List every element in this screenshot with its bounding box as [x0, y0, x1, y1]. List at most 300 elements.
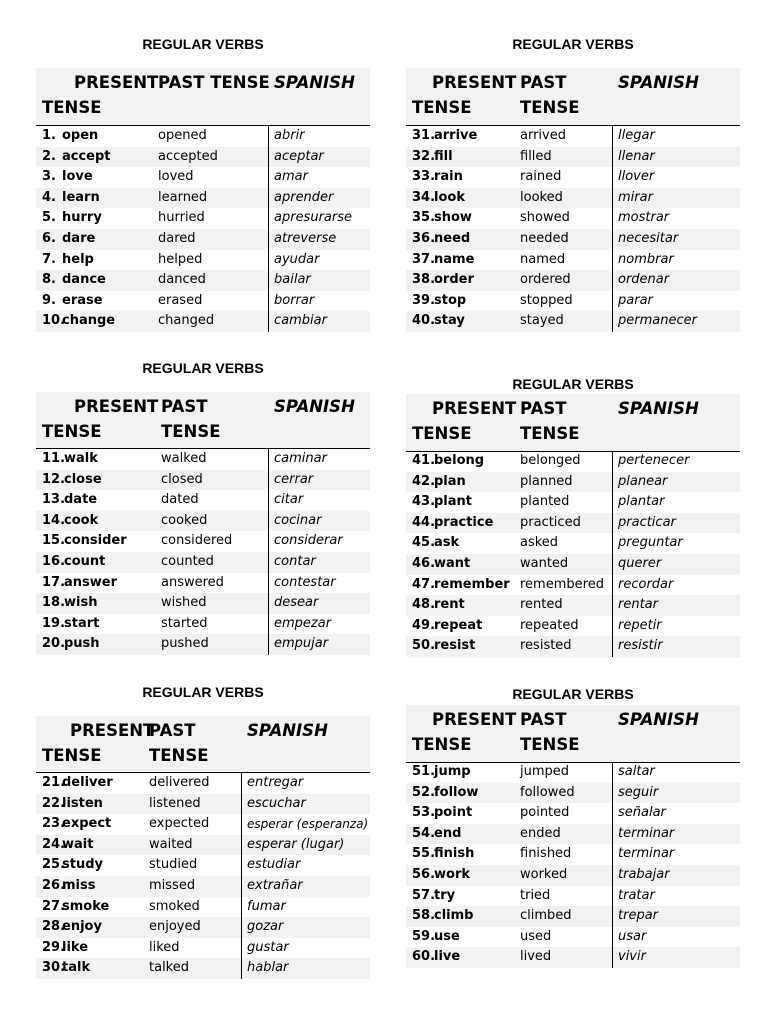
row-number: 17. [42, 574, 66, 590]
row-number: 10. [42, 313, 66, 329]
row-number: 15. [42, 533, 66, 549]
spanish-verb: señalar [618, 805, 666, 821]
spanish-verb: plantar [618, 494, 665, 510]
past-verb: dared [158, 231, 196, 246]
present-verb: remember [434, 576, 510, 592]
past-verb: liked [149, 939, 180, 955]
past-verb: worked [520, 867, 568, 882]
spanish-verb: mostrar [618, 210, 670, 226]
past-verb: started [161, 615, 208, 631]
table-row [36, 897, 370, 918]
header-past-line2: TENSE [520, 735, 580, 754]
row-number: 55. [412, 846, 436, 862]
table-row [36, 773, 370, 794]
present-verb: push [64, 636, 100, 652]
table-row [36, 958, 370, 979]
header-present: PRESENT [432, 710, 517, 729]
row-number: 44. [412, 514, 436, 530]
spanish-verb: citar [274, 492, 304, 508]
table-row [406, 927, 740, 948]
past-verb: remembered [520, 576, 604, 592]
row-number: 16. [42, 554, 66, 569]
present-verb: hurry [62, 210, 102, 226]
table-row [406, 824, 740, 845]
present-verb: look [434, 189, 465, 205]
row-number: 60. [412, 949, 436, 965]
spanish-verb: usar [618, 928, 647, 944]
spanish-verb: empezar [274, 615, 332, 631]
row-number: 26. [42, 878, 66, 893]
present-verb: learn [62, 189, 100, 205]
header-present: PRESENT [74, 73, 159, 92]
column-divider [241, 773, 242, 979]
table-row [36, 814, 370, 835]
spanish-verb: contestar [274, 574, 336, 590]
spanish-verb: parar [618, 292, 653, 308]
row-number: 52. [412, 784, 436, 800]
spanish-verb: practicar [618, 514, 676, 530]
row-number: 22. [42, 795, 66, 811]
row-number: 58. [412, 908, 436, 924]
table-row [36, 917, 370, 938]
spanish-verb: fumar [247, 898, 286, 914]
present-verb: dance [62, 272, 106, 288]
present-verb: study [62, 857, 103, 873]
spanish-verb: ayudar [274, 251, 320, 267]
past-verb: showed [520, 210, 570, 226]
past-verb: answered [161, 574, 224, 590]
spanish-verb: esperar (esperanza) [247, 817, 369, 832]
present-verb: need [434, 231, 471, 246]
present-verb: arrive [434, 128, 478, 143]
spanish-verb: aceptar [274, 148, 324, 164]
header-past: PAST [520, 73, 567, 92]
table-row [406, 906, 740, 927]
table-row [406, 803, 740, 824]
header-spanish: SPANISH [274, 73, 355, 92]
present-verb: plan [434, 473, 466, 489]
row-number: 43. [412, 494, 436, 510]
present-verb: miss [62, 878, 96, 893]
row-number: 53. [412, 805, 436, 821]
table-row [406, 783, 740, 804]
present-verb: rain [434, 169, 463, 185]
spanish-verb: atreverse [274, 231, 337, 246]
row-number: 12. [42, 471, 66, 487]
row-number: 20. [42, 636, 66, 652]
present-verb: open [62, 128, 99, 143]
past-verb: hurried [158, 210, 205, 226]
present-verb: date [64, 492, 98, 508]
present-verb: start [64, 615, 100, 631]
spanish-verb: abrir [274, 128, 305, 143]
spanish-verb: gozar [247, 919, 284, 935]
past-verb: ordered [520, 272, 571, 288]
spanish-verb: seguir [618, 784, 659, 800]
present-verb: stay [434, 313, 465, 329]
row-number: 6. [42, 231, 56, 246]
past-verb: pushed [161, 636, 209, 652]
spanish-verb: borrar [274, 292, 315, 308]
row-number: 3. [42, 169, 56, 185]
present-verb: enjoy [62, 919, 102, 935]
past-verb: filled [520, 148, 552, 164]
spanish-verb: trabajar [618, 867, 670, 882]
present-verb: climb [434, 908, 474, 924]
table-row [36, 855, 370, 876]
spanish-verb: terminar [618, 825, 675, 841]
row-number: 18. [42, 595, 66, 611]
past-verb: closed [161, 471, 203, 487]
table-row [36, 794, 370, 815]
present-verb: rent [434, 597, 465, 613]
spanish-verb: planear [618, 473, 668, 489]
past-verb: missed [149, 878, 196, 893]
spanish-verb: rentar [618, 597, 658, 613]
present-verb: order [434, 272, 474, 288]
past-verb: erased [158, 292, 203, 308]
present-verb: dare [62, 231, 96, 246]
present-verb: end [434, 825, 462, 841]
row-number: 2. [42, 148, 56, 164]
row-number: 5. [42, 210, 56, 226]
header-past-line2: TENSE [520, 424, 580, 443]
header-present: PRESENT [74, 397, 159, 416]
past-verb: stayed [520, 313, 564, 329]
table-title: REGULAR VERBS [512, 36, 634, 52]
past-verb: ended [520, 825, 561, 841]
present-verb: wish [64, 595, 98, 611]
header-past-line2: TENSE [520, 98, 580, 117]
table-row [406, 865, 740, 886]
present-verb: practice [434, 514, 494, 530]
past-verb: lived [520, 949, 552, 965]
spanish-verb: apresurarse [274, 210, 352, 226]
row-number: 37. [412, 251, 436, 267]
spanish-verb: necesitar [618, 231, 679, 246]
table-row [406, 886, 740, 907]
past-verb: delivered [149, 775, 210, 790]
present-verb: change [62, 313, 116, 329]
past-verb: jumped [520, 764, 570, 779]
spanish-verb: ordenar [618, 272, 670, 288]
spanish-verb: hablar [247, 960, 289, 976]
spanish-verb: esperar (lugar) [247, 836, 345, 852]
spanish-verb: llegar [618, 128, 655, 143]
past-verb: used [520, 928, 552, 944]
present-verb: belong [434, 453, 485, 468]
spanish-verb: permanecer [618, 313, 697, 329]
past-verb: belonged [520, 453, 581, 468]
spanish-verb: resistir [618, 638, 663, 654]
past-verb: expected [149, 816, 210, 832]
spanish-verb: vivir [618, 949, 646, 965]
present-verb: jump [434, 764, 471, 779]
present-verb: listen [62, 795, 103, 811]
row-number: 36. [412, 231, 436, 246]
present-verb: live [434, 949, 461, 965]
header-tense: TENSE [412, 735, 472, 754]
table-row [406, 947, 740, 968]
spanish-verb: llenar [618, 148, 655, 164]
present-verb: wait [62, 836, 94, 852]
row-number: 33. [412, 169, 436, 185]
spanish-verb: preguntar [618, 535, 683, 551]
present-verb: name [434, 251, 475, 267]
spanish-verb: estudiar [247, 857, 301, 873]
past-verb: named [520, 251, 566, 267]
verb-table [406, 0, 740, 1024]
header-spanish: SPANISH [247, 721, 328, 740]
row-number: 29. [42, 939, 66, 955]
present-verb: want [434, 556, 471, 571]
table-title: REGULAR VERBS [512, 376, 634, 392]
present-verb: accept [62, 148, 111, 164]
row-number: 19. [42, 615, 66, 631]
present-verb: show [434, 210, 472, 226]
present-verb: cook [64, 512, 99, 528]
past-verb: practiced [520, 514, 581, 530]
past-verb: wished [161, 595, 207, 611]
table-title: REGULAR VERBS [142, 36, 264, 52]
past-verb: changed [158, 313, 215, 329]
row-number: 46. [412, 556, 436, 571]
row-number: 21. [42, 775, 66, 790]
row-number: 32. [412, 148, 436, 164]
row-number: 28. [42, 919, 66, 935]
row-number: 9. [42, 292, 56, 308]
header-spanish: SPANISH [618, 399, 699, 418]
spanish-verb: cerrar [274, 471, 314, 487]
past-verb: finished [520, 846, 572, 862]
past-verb: planted [520, 494, 570, 510]
past-verb: wanted [520, 556, 569, 571]
spanish-verb: trepar [618, 908, 659, 924]
row-number: 1. [42, 128, 56, 143]
header-tense: TENSE [412, 424, 472, 443]
table-row [36, 835, 370, 856]
present-verb: consider [64, 533, 127, 549]
past-verb: talked [149, 960, 189, 976]
header-past-line2: TENSE [161, 422, 221, 441]
past-verb: stopped [520, 292, 573, 308]
table-row [406, 844, 740, 865]
table-title: REGULAR VERBS [142, 684, 264, 700]
past-verb: rented [520, 597, 563, 613]
past-verb: loved [158, 169, 194, 185]
row-number: 35. [412, 210, 436, 226]
spanish-verb: amar [274, 169, 308, 185]
past-verb: looked [520, 189, 563, 205]
present-verb: point [434, 805, 473, 821]
spanish-verb: caminar [274, 451, 327, 466]
header-past: PAST [520, 710, 567, 729]
past-verb: learned [158, 189, 208, 205]
past-verb: waited [149, 836, 193, 852]
row-number: 49. [412, 617, 436, 633]
present-verb: talk [62, 960, 91, 976]
row-number: 13. [42, 492, 66, 508]
row-number: 41. [412, 453, 436, 468]
past-verb: danced [158, 272, 206, 288]
header-tense: TENSE [42, 746, 102, 765]
row-number: 45. [412, 535, 436, 551]
row-number: 4. [42, 189, 56, 205]
row-number: 48. [412, 597, 436, 613]
column-divider [612, 762, 613, 968]
past-verb: climbed [520, 908, 572, 924]
past-verb: smoked [149, 898, 200, 914]
present-verb: close [64, 471, 102, 487]
header-past: PAST TENSE [158, 73, 270, 92]
present-verb: repeat [434, 617, 483, 633]
spanish-verb: tratar [618, 887, 655, 903]
present-verb: love [62, 169, 93, 185]
past-verb: dated [161, 492, 199, 508]
past-verb: walked [161, 451, 207, 466]
present-verb: use [434, 928, 460, 944]
header-tense: TENSE [42, 422, 102, 441]
past-verb: tried [520, 887, 551, 903]
spanish-verb: contar [274, 554, 316, 569]
spanish-verb: entregar [247, 775, 304, 790]
past-verb: arrived [520, 128, 566, 143]
spanish-verb: desear [274, 595, 319, 611]
table-title: REGULAR VERBS [142, 360, 264, 376]
past-verb: repeated [520, 617, 579, 633]
past-verb: helped [158, 251, 203, 267]
spanish-verb: escuchar [247, 795, 306, 811]
row-number: 38. [412, 272, 436, 288]
row-number: 39. [412, 292, 436, 308]
row-number: 11. [42, 451, 66, 466]
spanish-verb: querer [618, 556, 662, 571]
past-verb: opened [158, 128, 207, 143]
table-title: REGULAR VERBS [512, 686, 634, 702]
table-header [406, 705, 740, 763]
row-number: 56. [412, 867, 436, 882]
row-number: 30. [42, 960, 66, 976]
row-number: 23. [42, 816, 66, 832]
present-verb: like [62, 939, 89, 955]
spanish-verb: pertenecer [618, 453, 690, 468]
row-number: 51. [412, 764, 436, 779]
header-past: PAST [161, 397, 208, 416]
row-number: 27. [42, 898, 66, 914]
past-verb: listened [149, 795, 201, 811]
present-verb: count [64, 554, 106, 569]
present-verb: finish [434, 846, 475, 862]
spanish-verb: saltar [618, 764, 655, 779]
past-verb: asked [520, 535, 559, 551]
present-verb: deliver [62, 775, 113, 790]
header-present: PRESENT [432, 73, 517, 92]
row-number: 34. [412, 189, 436, 205]
row-number: 50. [412, 638, 436, 654]
header-past: PAST [520, 399, 567, 418]
header-tense: TENSE [412, 98, 472, 117]
header-spanish: SPANISH [274, 397, 355, 416]
header-spanish: SPANISH [618, 73, 699, 92]
past-verb: rained [520, 169, 562, 185]
row-number: 54. [412, 825, 436, 841]
table-row [36, 938, 370, 959]
header-present: PRESENT [432, 399, 517, 418]
spanish-verb: considerar [274, 533, 343, 549]
header-past: PAST [149, 721, 196, 740]
present-verb: follow [434, 784, 479, 800]
header-past-line2: TENSE [149, 746, 209, 765]
row-number: 14. [42, 512, 66, 528]
present-verb: work [434, 867, 470, 882]
past-verb: accepted [158, 148, 218, 164]
spanish-verb: cambiar [274, 313, 327, 329]
row-number: 40. [412, 313, 436, 329]
past-verb: enjoyed [149, 919, 201, 935]
past-verb: followed [520, 784, 575, 800]
spanish-verb: terminar [618, 846, 675, 862]
spanish-verb: mirar [618, 189, 653, 205]
present-verb: walk [64, 451, 98, 466]
present-verb: resist [434, 638, 476, 654]
row-number: 57. [412, 887, 436, 903]
header-tense: TENSE [42, 98, 102, 117]
spanish-verb: recordar [618, 576, 674, 592]
past-verb: needed [520, 231, 569, 246]
row-number: 42. [412, 473, 436, 489]
past-verb: studied [149, 857, 198, 873]
spanish-verb: extrañar [247, 878, 303, 893]
row-number: 47. [412, 576, 436, 592]
spanish-verb: repetir [618, 617, 662, 633]
spanish-verb: gustar [247, 939, 289, 955]
past-verb: counted [161, 554, 214, 569]
present-verb: help [62, 251, 94, 267]
past-verb: pointed [520, 805, 570, 821]
present-verb: expect [62, 816, 112, 832]
spanish-verb: empujar [274, 636, 329, 652]
row-number: 8. [42, 272, 56, 288]
present-verb: answer [64, 574, 118, 590]
row-number: 59. [412, 928, 436, 944]
past-verb: resisted [520, 638, 572, 654]
spanish-verb: nombrar [618, 251, 674, 267]
present-verb: fill [434, 148, 453, 164]
header-spanish: SPANISH [618, 710, 699, 729]
spanish-verb: cocinar [274, 512, 322, 528]
spanish-verb: aprender [274, 189, 334, 205]
row-number: 24. [42, 836, 66, 852]
row-number: 31. [412, 128, 436, 143]
table-header [36, 716, 370, 773]
present-verb: try [434, 887, 456, 903]
spanish-verb: bailar [274, 272, 311, 288]
verb-table [36, 0, 370, 1024]
present-verb: smoke [62, 898, 110, 914]
row-number: 7. [42, 251, 56, 267]
past-verb: planned [520, 473, 573, 489]
spanish-verb: llover [618, 169, 655, 185]
present-verb: plant [434, 494, 473, 510]
present-verb: ask [434, 535, 460, 551]
header-present: PRESENT [70, 721, 155, 740]
present-verb: erase [62, 292, 103, 308]
present-verb: stop [434, 292, 467, 308]
table-row [406, 762, 740, 783]
past-verb: considered [161, 533, 233, 549]
row-number: 25. [42, 857, 66, 873]
past-verb: cooked [161, 512, 208, 528]
